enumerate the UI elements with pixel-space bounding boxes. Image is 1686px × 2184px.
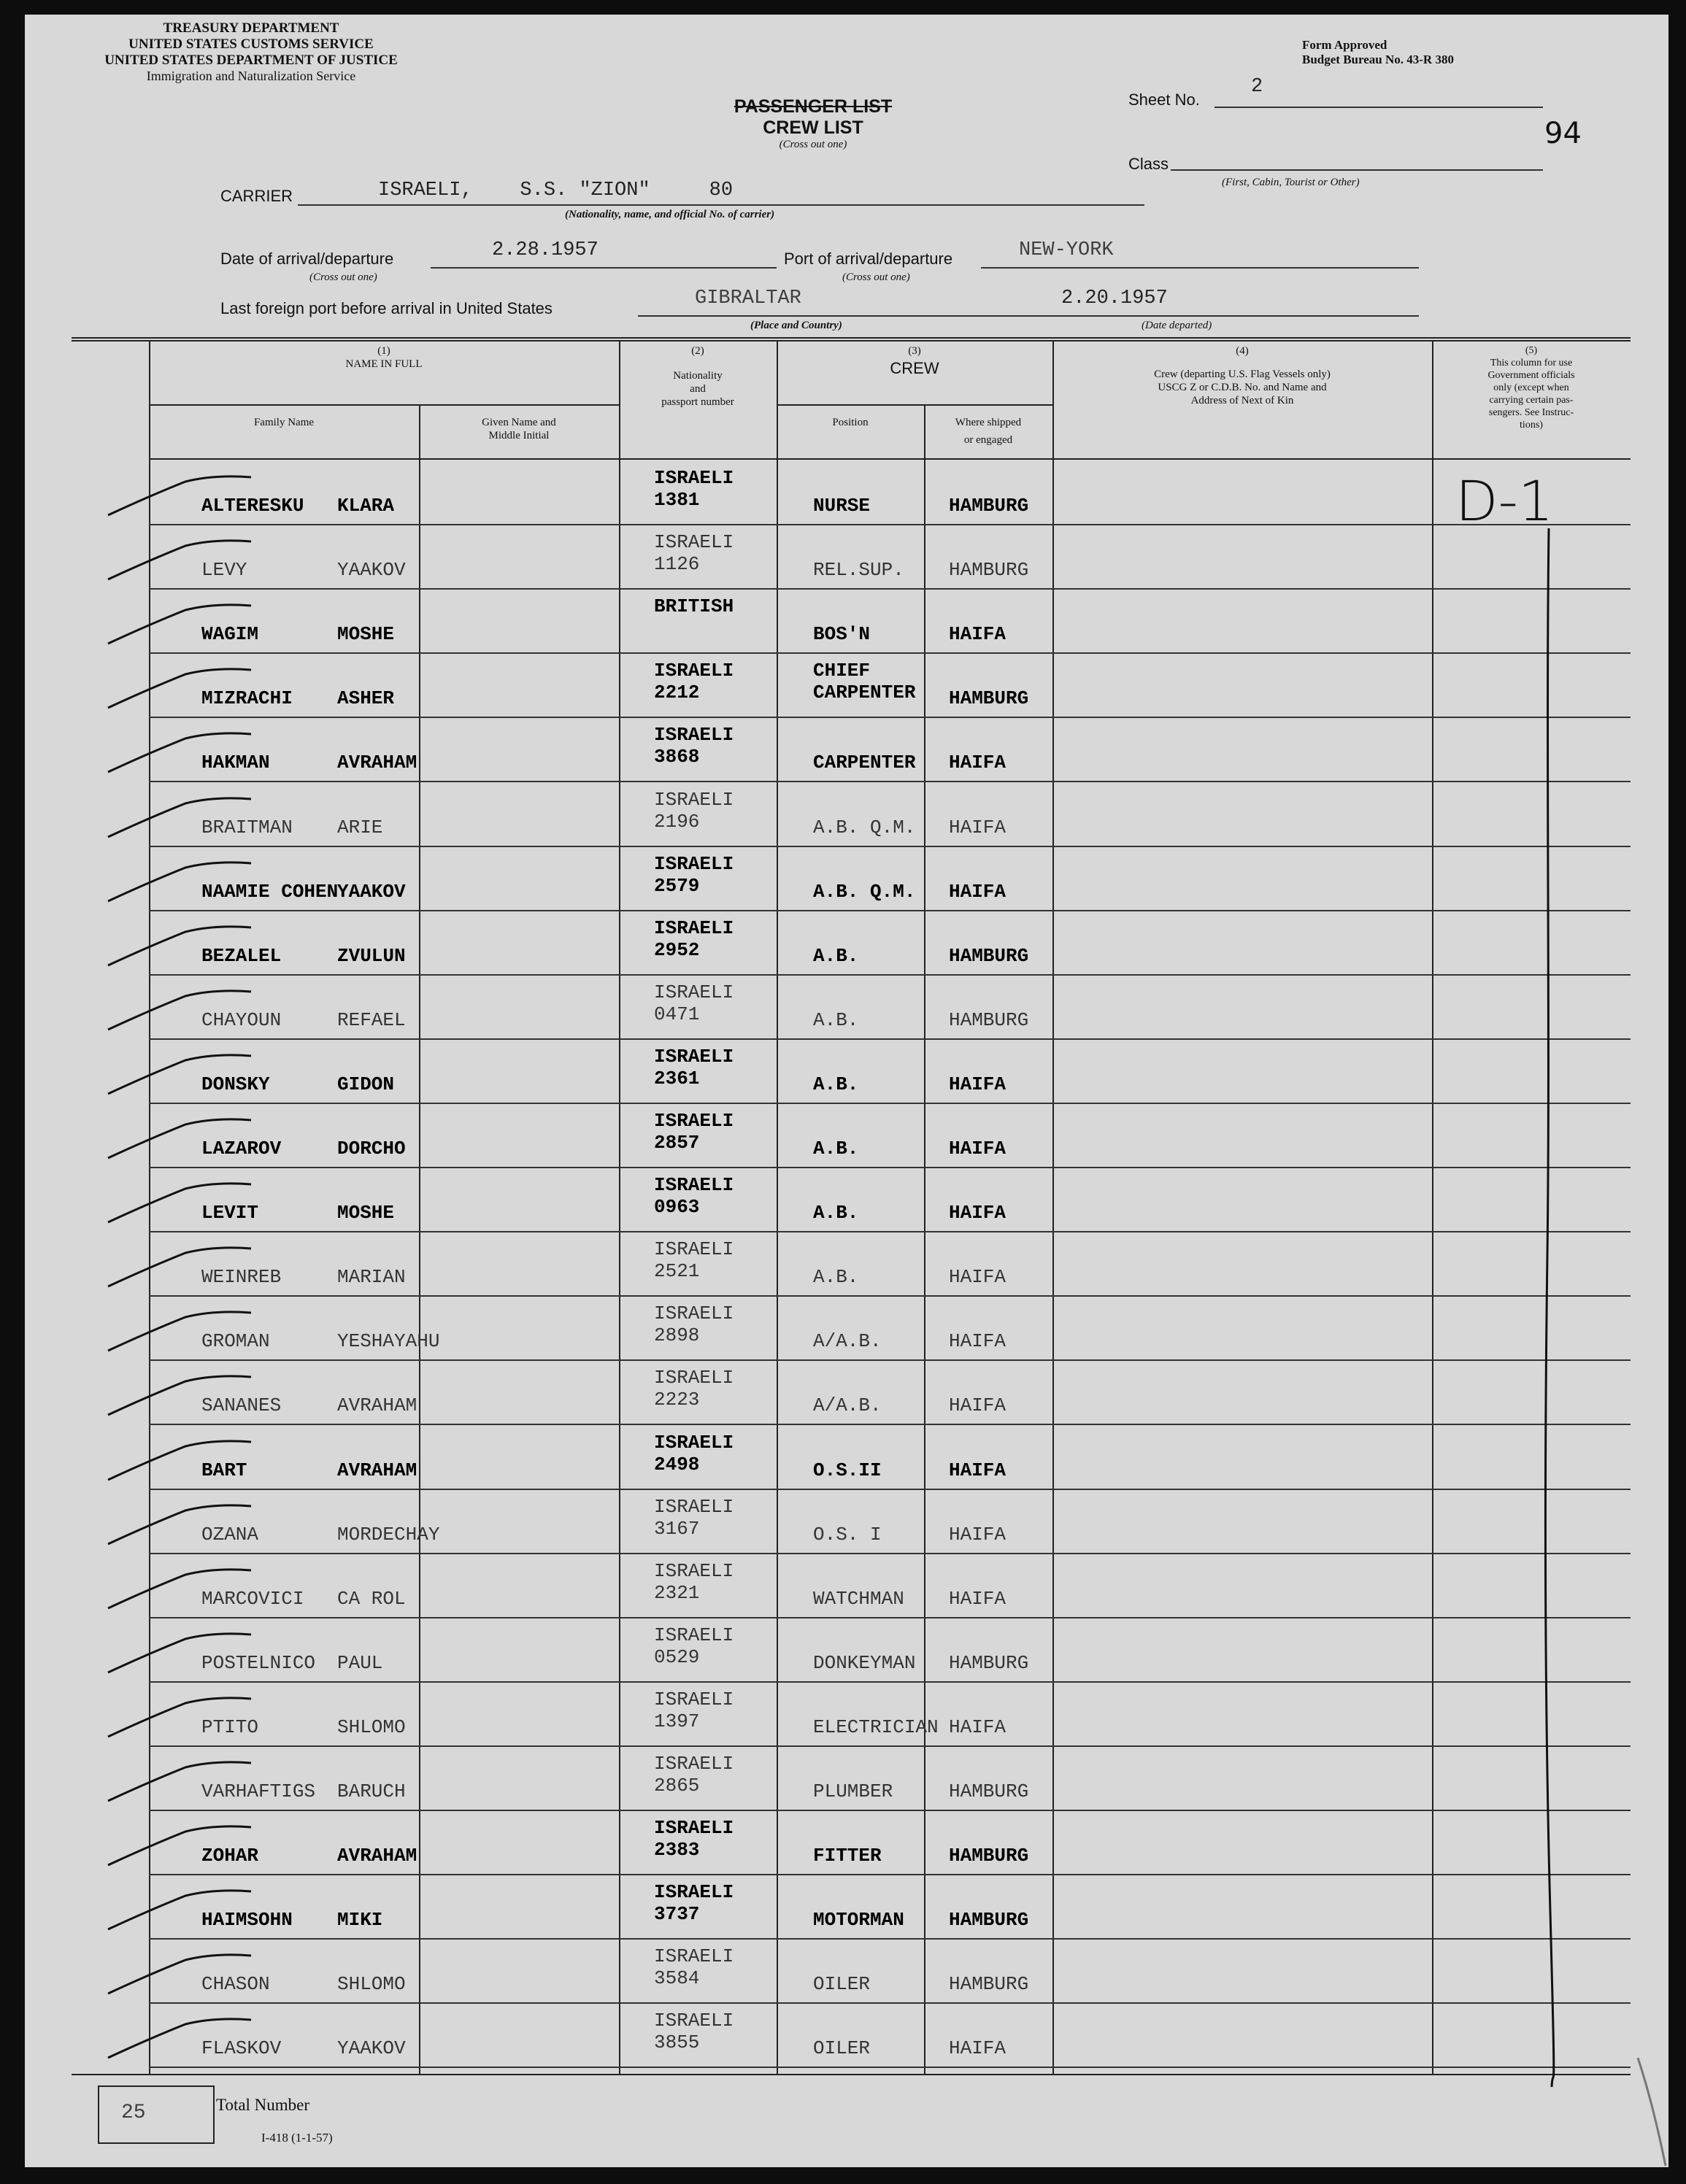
nationality-cell: ISRAELI — [654, 1945, 734, 1968]
check-mark-icon — [105, 860, 266, 904]
family-name-header — [149, 416, 419, 429]
total-label: Total Number — [216, 2096, 310, 2114]
given-name-cell: SHLOMO — [337, 1973, 406, 1996]
nationality-cell: ISRAELI — [654, 1238, 734, 1261]
page-edge-curl — [1623, 2058, 1667, 2167]
table-row — [149, 2004, 1631, 2068]
given-name-cell: MIKI — [337, 1909, 383, 1932]
position-cell: A.B. Q.M. — [813, 816, 916, 838]
col3-title: CREW — [890, 359, 939, 377]
table-row — [149, 1811, 1631, 1875]
table-row — [149, 461, 1631, 525]
arrival-port-label: Port of arrival/departure — [784, 250, 953, 268]
given-name-cell: GIDON — [337, 1073, 395, 1095]
position-cell: A.B. — [813, 1202, 859, 1224]
shipped-cell: HAMBURG — [949, 1651, 1029, 1674]
table-row — [149, 1361, 1631, 1425]
table-row — [149, 1618, 1631, 1683]
col4-number: (4) — [1236, 345, 1249, 357]
passport-cell: 0963 — [654, 1196, 700, 1219]
shipped-cell: HAIFA — [949, 1138, 1006, 1159]
nationality-cell: ISRAELI — [654, 2010, 734, 2032]
position-cell: OILER — [813, 2037, 871, 2060]
subhead-line-crew — [777, 404, 1052, 406]
position-cell: A.B. Q.M. — [813, 880, 916, 903]
header-bottom-line — [149, 458, 1631, 460]
position-label: Position — [832, 417, 869, 428]
agency-line-1: TREASURY DEPARTMENT — [163, 20, 339, 36]
shipped-cell: HAIFA — [949, 623, 1006, 646]
nationality-cell: ISRAELI — [654, 531, 734, 554]
nationality-cell: ISRAELI — [654, 724, 734, 746]
given-name-header — [419, 416, 619, 442]
passport-cell: 1126 — [654, 553, 700, 576]
agency-line-2: UNITED STATES CUSTOMS SERVICE — [128, 36, 374, 52]
given-name-cell: MARIAN — [337, 1266, 406, 1289]
given-name-label-1: Given Name and — [482, 417, 556, 428]
form-approved-line-2: Budget Bureau No. 43-R 380 — [1302, 53, 1454, 66]
agency-line-3: UNITED STATES DEPARTMENT OF JUSTICE — [104, 53, 398, 68]
table-row — [149, 718, 1631, 782]
family-name-cell: BRAITMAN — [201, 816, 293, 838]
family-name-cell: HAIMSOHN — [201, 1909, 293, 1932]
passport-cell: 3167 — [654, 1517, 700, 1540]
col1-title: NAME IN FULL — [345, 358, 423, 370]
position-cell: REL.SUP. — [813, 559, 904, 582]
given-name-cell: CA ROL — [337, 1587, 406, 1610]
nationality-cell: ISRAELI — [654, 1303, 734, 1325]
nationality-cell: ISRAELI — [654, 852, 734, 875]
check-mark-icon — [105, 796, 266, 840]
form-approved-line-1: Form Approved — [1302, 38, 1387, 52]
check-mark-icon — [105, 925, 266, 968]
given-name-cell: SHLOMO — [337, 1716, 406, 1738]
col5-label-5: sengers. See Instruc- — [1488, 407, 1574, 418]
col2-label-2: and — [690, 383, 706, 395]
family-name-cell: LAZAROV — [201, 1138, 282, 1159]
handwritten-annotation: D-1 — [1455, 468, 1554, 533]
family-name-cell: NAAMIE COHEN — [201, 880, 339, 903]
given-name-cell: BARUCH — [337, 1780, 406, 1802]
family-name-cell: VARHAFTIGS — [201, 1780, 316, 1802]
col2-label-1: Nationality — [673, 370, 723, 382]
table-row — [149, 976, 1631, 1040]
shipped-cell: HAMBURG — [949, 1973, 1029, 1996]
shipped-cell: HAIFA — [949, 1266, 1006, 1289]
check-mark-icon — [105, 1632, 266, 1675]
passport-cell: 3868 — [654, 746, 700, 768]
class-label: Class — [1128, 155, 1169, 173]
nationality-cell: ISRAELI — [654, 1817, 734, 1840]
given-name-cell: MOSHE — [337, 623, 395, 646]
given-name-cell: AVRAHAM — [337, 752, 417, 774]
table-top-rule-2 — [72, 340, 1631, 342]
check-mark-icon — [105, 1567, 266, 1611]
passport-cell: 3584 — [654, 1967, 700, 1990]
given-name-cell: ARIE — [337, 816, 383, 838]
where-label-2: or engaged — [963, 434, 1013, 446]
check-mark-icon — [105, 1246, 266, 1289]
arrival-date-label: Date of arrival/departure — [220, 250, 394, 268]
given-name-cell: ASHER — [337, 687, 395, 710]
col5-label-3: only (except when — [1493, 382, 1569, 393]
shipped-cell: HAMBURG — [949, 495, 1029, 517]
family-name-cell: CHAYOUN — [201, 1008, 282, 1031]
shipped-cell: HAIFA — [949, 1202, 1006, 1224]
shipped-cell: HAIFA — [949, 1587, 1006, 1610]
family-name-cell: WEINREB — [201, 1266, 282, 1289]
passport-cell: 3855 — [654, 2031, 700, 2054]
nationality-cell: ISRAELI — [654, 981, 734, 1003]
nationality-cell: ISRAELI — [654, 1110, 734, 1132]
last-port-place-note: (Place and Country) — [750, 320, 842, 331]
table-row — [149, 1104, 1631, 1168]
class-note: (First, Cabin, Tourist or Other) — [1222, 177, 1360, 188]
check-mark-icon — [105, 1439, 266, 1483]
position-cell: FITTER — [813, 1845, 882, 1867]
passport-cell: 0529 — [654, 1645, 700, 1668]
given-name-cell: AVRAHAM — [337, 1394, 417, 1417]
agency-line-4: Immigration and Naturalization Service — [146, 69, 356, 83]
family-name-cell: SANANES — [201, 1394, 282, 1417]
table-row — [149, 525, 1631, 590]
passport-cell: 1397 — [654, 1710, 700, 1732]
check-mark-icon — [105, 2017, 266, 2061]
col5-header — [1432, 344, 1631, 431]
table-row — [149, 654, 1631, 718]
family-name-label: Family Name — [253, 417, 315, 428]
arrival-date-underline — [431, 267, 777, 269]
position-cell: A.B. — [813, 1008, 859, 1031]
col4-label-2: USCG Z or C.D.B. No. and Name and — [1158, 382, 1327, 393]
nationality-cell: ISRAELI — [654, 467, 734, 489]
position-cell: O.S.II — [813, 1459, 882, 1481]
passport-cell: 2361 — [654, 1067, 700, 1089]
passport-cell: 2196 — [654, 810, 700, 833]
shipped-cell: HAIFA — [949, 816, 1006, 838]
last-port-label: Last foreign port before arrival in United States — [220, 299, 553, 317]
shipped-cell: HAMBURG — [949, 1008, 1029, 1031]
crew-list-form — [25, 15, 1668, 2167]
check-mark-icon — [105, 1117, 266, 1161]
table-top-rule-1 — [72, 337, 1631, 339]
shipped-cell: HAIFA — [949, 1330, 1006, 1353]
col1-number: (1) — [377, 345, 390, 357]
position-cell: CARPENTER — [813, 752, 916, 774]
position-cell: PLUMBER — [813, 1780, 893, 1802]
nationality-cell: ISRAELI — [654, 1881, 734, 1904]
check-mark-icon — [105, 1696, 266, 1740]
family-name-cell: ALTERESKU — [201, 495, 304, 517]
given-name-cell: YAAKOV — [337, 559, 406, 582]
table-row — [149, 1297, 1631, 1361]
total-box — [98, 2085, 215, 2144]
shipped-cell: HAIFA — [949, 1459, 1006, 1481]
passport-cell: 1381 — [654, 489, 700, 511]
passport-cell: 0471 — [654, 1003, 700, 1025]
position-cell: A.B. — [813, 1138, 859, 1159]
where-label-1: Where shipped — [955, 417, 1022, 428]
nationality-cell: ISRAELI — [654, 1624, 734, 1646]
col1-header — [149, 344, 619, 371]
position-header — [777, 416, 924, 429]
shipped-cell: HAIFA — [949, 1716, 1006, 1738]
shipped-cell: HAMBURG — [949, 944, 1029, 967]
col5-label-1: This column for use — [1490, 358, 1573, 368]
shipped-cell: HAIFA — [949, 880, 1006, 903]
col5-label-4: carrying certain pas- — [1489, 395, 1574, 406]
passport-cell: 2865 — [654, 1775, 700, 1797]
check-mark-icon — [105, 1824, 266, 1868]
nationality-cell: ISRAELI — [654, 1495, 734, 1518]
sheet-label: Sheet No. — [1128, 90, 1200, 109]
shipped-cell: HAIFA — [949, 752, 1006, 774]
arrival-date-note: (Cross out one) — [309, 271, 377, 283]
family-name-cell: OZANA — [201, 1523, 259, 1546]
shipped-cell: HAMBURG — [949, 559, 1029, 582]
table-row — [149, 590, 1631, 654]
given-name-cell: MOSHE — [337, 1202, 395, 1224]
family-name-cell: FLASKOV — [201, 2037, 282, 2060]
col5-number: (5) — [1525, 345, 1538, 356]
crew-list-title: CREW LIST — [763, 117, 863, 138]
position-cell: DONKEYMAN — [813, 1651, 916, 1674]
family-name-cell: BEZALEL — [201, 944, 282, 967]
check-mark-icon — [105, 1760, 266, 1804]
shipped-cell: HAMBURG — [949, 687, 1029, 710]
check-mark-icon — [105, 1503, 266, 1547]
nationality-cell: ISRAELI — [654, 1045, 734, 1068]
col5-label-2: Government officials — [1487, 370, 1575, 381]
sheet-underline — [1215, 107, 1543, 108]
form-approved — [1302, 38, 1454, 67]
col2-header — [619, 344, 777, 409]
table-row — [149, 1426, 1631, 1490]
passport-cell: 2321 — [654, 1581, 700, 1604]
position-cell: O.S. I — [813, 1523, 882, 1546]
arrival-port-note: (Cross out one) — [842, 271, 910, 283]
check-mark-icon — [105, 1953, 266, 1996]
check-mark-icon — [105, 989, 266, 1033]
agency-header — [83, 20, 419, 84]
table-row — [149, 783, 1631, 847]
shipped-cell: HAMBURG — [949, 1780, 1029, 1802]
given-name-cell: MORDECHAY — [337, 1523, 440, 1546]
position-cell: OILER — [813, 1973, 871, 1996]
col4-label-3: Address of Next of Kin — [1190, 395, 1294, 406]
table-row — [149, 847, 1631, 911]
family-name-cell: DONSKY — [201, 1073, 270, 1095]
position-cell: CHIEF CARPENTER — [813, 660, 916, 704]
carrier-label: CARRIER — [220, 187, 293, 205]
family-name-cell: PTITO — [201, 1716, 259, 1738]
given-name-cell: ZVULUN — [337, 944, 406, 967]
family-name-cell: MARCOVICI — [201, 1587, 304, 1610]
sheet-value: 2 — [1251, 76, 1263, 98]
given-name-cell: YAAKOV — [337, 2037, 406, 2060]
table-row — [149, 1875, 1631, 1940]
given-name-cell: DORCHO — [337, 1138, 406, 1159]
shipped-cell: HAIFA — [949, 1523, 1006, 1546]
passenger-list-struck: PASSENGER LIST — [734, 96, 893, 117]
list-title-block — [704, 96, 923, 151]
passport-cell: 2952 — [654, 938, 700, 961]
col4-label-1: Crew (departing U.S. Flag Vessels only) — [1154, 368, 1331, 380]
col2-label-3: passport number — [661, 396, 734, 408]
table-row — [149, 911, 1631, 976]
nationality-cell: ISRAELI — [654, 788, 734, 811]
passport-cell: 2579 — [654, 874, 700, 897]
shipped-cell: HAMBURG — [949, 1845, 1029, 1867]
table-row — [149, 1940, 1631, 2004]
shipped-cell: HAIFA — [949, 2037, 1006, 2060]
check-mark-icon — [105, 539, 266, 582]
last-port-date-note: (Date departed) — [1142, 320, 1212, 331]
last-port-underline-line — [638, 315, 1419, 317]
family-name-cell: LEVY — [201, 559, 247, 582]
position-cell: A.B. — [813, 1073, 859, 1095]
row-separator — [149, 2067, 1631, 2068]
table-row — [149, 1232, 1631, 1297]
family-name-cell: BART — [201, 1459, 247, 1481]
check-mark-icon — [105, 474, 266, 518]
carrier-note: (Nationality, name, and official No. of carrier) — [565, 209, 775, 220]
col4-header — [1052, 344, 1432, 407]
nationality-cell: BRITISH — [654, 595, 734, 618]
handwritten-vertical-line — [1528, 525, 1572, 2094]
arrival-port-underline — [981, 267, 1419, 269]
subhead-line-name — [149, 404, 619, 406]
carrier-value: ISRAELI, S.S. "ZION" 80 — [378, 180, 734, 201]
family-name-cell: HAKMAN — [201, 752, 270, 774]
shipped-cell: HAIFA — [949, 1394, 1006, 1417]
passport-cell: 2223 — [654, 1389, 700, 1411]
table-row — [149, 1490, 1631, 1554]
position-cell: WATCHMAN — [813, 1587, 904, 1610]
position-cell: A/A.B. — [813, 1330, 882, 1353]
check-mark-icon — [105, 667, 266, 711]
position-cell: A/A.B. — [813, 1394, 882, 1417]
nationality-cell: ISRAELI — [654, 1559, 734, 1582]
passport-cell: 2521 — [654, 1260, 700, 1283]
given-name-cell: PAUL — [337, 1651, 383, 1674]
passport-cell: 2498 — [654, 1453, 700, 1475]
title-note: (Cross out one) — [779, 139, 847, 150]
nationality-cell: ISRAELI — [654, 660, 734, 682]
check-mark-icon — [105, 731, 266, 775]
col3-header — [777, 344, 1052, 375]
family-name-cell: LEVIT — [201, 1202, 259, 1224]
check-mark-icon — [105, 1374, 266, 1418]
position-cell: BOS'N — [813, 623, 871, 646]
family-name-cell: MIZRACHI — [201, 687, 293, 710]
col5-label-6: tions) — [1520, 420, 1543, 431]
table-bottom-rule — [72, 2074, 1631, 2075]
position-cell: A.B. — [813, 1266, 859, 1289]
last-port-place: GIBRALTAR — [695, 288, 801, 309]
col2-number: (2) — [691, 345, 704, 357]
table-row — [149, 1554, 1631, 1618]
class-underline — [1171, 169, 1543, 171]
form-number: I-418 (1-1-57) — [261, 2131, 333, 2145]
given-name-cell: REFAEL — [337, 1008, 406, 1031]
family-name-cell: WAGIM — [201, 623, 259, 646]
family-name-cell: CHASON — [201, 1973, 270, 1996]
given-name-label-2: Middle Initial — [488, 430, 550, 441]
table-row — [149, 1168, 1631, 1232]
nationality-cell: ISRAELI — [654, 1174, 734, 1197]
arrival-port-value: NEW-YORK — [1019, 239, 1114, 261]
col3-number: (3) — [908, 345, 921, 357]
table-row — [149, 1683, 1631, 1747]
passport-cell: 3737 — [654, 1903, 700, 1926]
table-row — [149, 1040, 1631, 1104]
check-mark-icon — [105, 1053, 266, 1097]
given-name-cell: YESHAYAHU — [337, 1330, 440, 1353]
given-name-cell: AVRAHAM — [337, 1845, 417, 1867]
nationality-cell: ISRAELI — [654, 917, 734, 939]
nationality-cell: ISRAELI — [654, 1367, 734, 1389]
nationality-cell: ISRAELI — [654, 1688, 734, 1710]
given-name-cell: KLARA — [337, 495, 395, 517]
passport-cell: 2857 — [654, 1132, 700, 1154]
passport-cell: 2212 — [654, 682, 700, 704]
check-mark-icon — [105, 1888, 266, 1932]
shipped-cell: HAMBURG — [949, 1909, 1029, 1932]
last-port-date: 2.20.1957 — [1061, 288, 1168, 309]
position-cell: ELECTRICIAN — [813, 1716, 939, 1738]
family-name-cell: POSTELNICO — [201, 1651, 316, 1674]
passport-cell: 2383 — [654, 1839, 700, 1861]
carrier-underline — [298, 204, 1144, 206]
check-mark-icon — [105, 603, 266, 647]
table-row — [149, 1747, 1631, 1811]
family-name-cell: ZOHAR — [201, 1845, 259, 1867]
where-header — [924, 416, 1052, 447]
given-name-cell: AVRAHAM — [337, 1459, 417, 1481]
total-value: 25 — [121, 2102, 146, 2124]
page-number-handwritten: 94 — [1544, 117, 1582, 150]
passport-cell: 2898 — [654, 1324, 700, 1347]
check-mark-icon — [105, 1310, 266, 1354]
position-cell: MOTORMAN — [813, 1909, 904, 1932]
family-name-cell: GROMAN — [201, 1330, 270, 1353]
given-name-cell: YAAKOV — [337, 880, 406, 903]
nationality-cell: ISRAELI — [654, 1753, 734, 1775]
position-cell: A.B. — [813, 944, 859, 967]
shipped-cell: HAIFA — [949, 1073, 1006, 1095]
check-mark-icon — [105, 1181, 266, 1225]
arrival-date-value: 2.28.1957 — [492, 239, 598, 261]
nationality-cell: ISRAELI — [654, 1431, 734, 1454]
position-cell: NURSE — [813, 495, 871, 517]
